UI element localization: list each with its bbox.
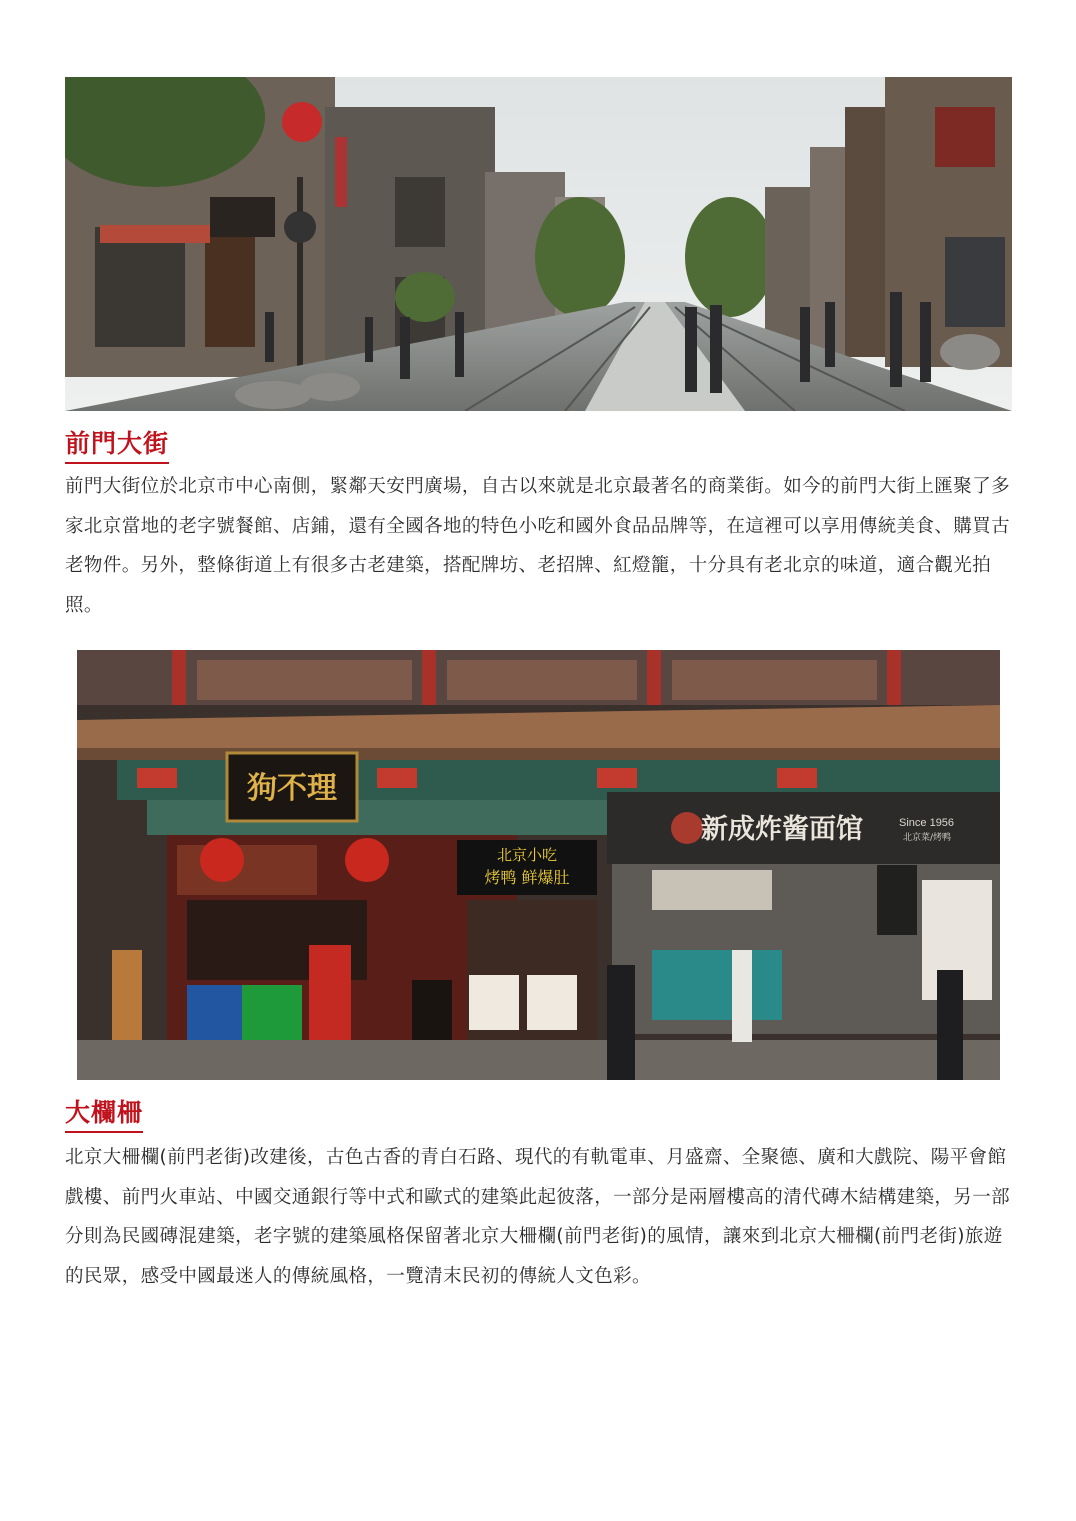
section-paragraph-qianmen: 前門大街位於北京市中心南側，緊鄰天安門廣場，自古以來就是北京最著名的商業街。如今的前門大街上匯聚了多家北京當地的老字號餐館、店鋪，還有全國各地的特色小吃和國外食品品牌等，在這裡可以享用傳統美食、購買古老物件。另外，整條街道上有很多古老建築，搭配牌坊、老招牌、紅燈籠，十分具有老北京的味道，適合觀光拍照。 [65, 476, 1011, 616]
section-heading-dashilan: 大欄柵 [65, 1097, 143, 1133]
sign-since: Since 1956 [899, 817, 955, 829]
sign-xincheng: 新成炸酱面馆 [701, 814, 863, 845]
sign-kaoya: 烤鸭 鲜爆肚 [484, 868, 570, 887]
sign-goubuli: 狗不理 [247, 771, 337, 806]
dashilan-storefront-photo [77, 650, 1000, 1080]
sign-beijing-xiaochi: 北京小吃 [496, 846, 558, 864]
qianmen-street-photo [65, 77, 1012, 411]
section-paragraph-dashilan: 北京大柵欄(前門老街)改建後，古色古香的青白石路、現代的有軌電車、月盛齋、全聚德、廣和大戲院、陽平會館戲樓、前門火車站、中國交通銀行等中式和歐式的建築此起彼落，一部分是兩層樓高的清代磚木結構建築，另一部分則為民國磚混建築，老字號的建築風格保留著北京大柵欄(前門老街)的風情，讓來到北京大柵欄(前門老街)旅遊的民眾，感受中國最迷人的傳統風格，一覽清末民初的傳統人文色彩。 [65, 1147, 1011, 1287]
section-heading-qianmen: 前門大街 [65, 428, 169, 464]
sign-sub: 北京菜/烤鸭 [903, 833, 952, 843]
